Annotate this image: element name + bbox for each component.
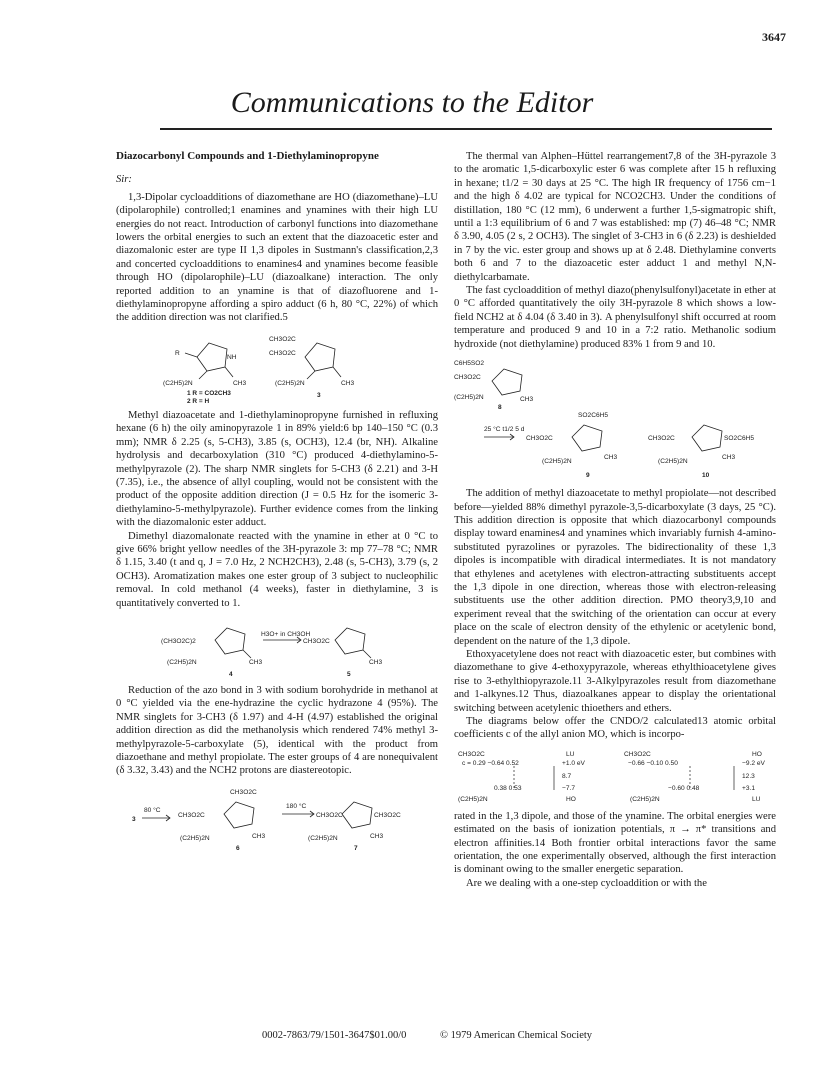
scheme-3-structures [132, 784, 422, 852]
label-net2: (C2H5)2N [458, 795, 488, 803]
label-co2ch3-b: CH3O2C [269, 349, 296, 357]
label-diester: (CH3O2C)2 [161, 637, 196, 645]
journal-section-title: Communications to the Editor [230, 86, 594, 119]
energy-3: −7.7 [562, 784, 576, 792]
compound-3-number: 3 [132, 815, 136, 823]
label-co2ch3-n: CH3O2C [230, 788, 257, 796]
label-ho: HO [752, 750, 762, 758]
label-nco2ch3: CH3O2C [374, 811, 401, 819]
label-net2: (C2H5)2N [630, 795, 660, 803]
label-co2ch3: CH3O2C [454, 374, 481, 382]
left-column [116, 150, 438, 858]
compound-9-number: 9 [586, 472, 590, 480]
paragraph: Dimethyl diazomalonate reacted with the ynamine in ether at 0 °C to give 66% bright yellow needles of the 3H-pyrazole 3: mp 77–78 °C; NMR δ 1.15, 3.40 (t and q, J = 7.0 Hz, 2 NCH2CH3), 2.48 (s, 5-CH3), 3.79 (s, 2 OCH3). Aromatization makes one ester group of 3 subject to nucleophilic removal. In cold methanol (4 weeks), faster in diethylamine, 3 is quantitatively converted to 1. [116, 530, 438, 609]
article-code: 0002-7863/79/1501-3647$01.00/0 [262, 1030, 407, 1041]
label-net2: (C2H5)2N [658, 458, 688, 466]
label-co2ch3: CH3O2C [178, 811, 205, 819]
scheme-4-structures [454, 357, 776, 481]
label-phso2: C6H5SO2 [454, 360, 485, 368]
label-ch3: CH3 [520, 396, 534, 404]
label-co2ch3: CH3O2C [316, 811, 343, 819]
label-co2-n-n: CH3O2C [458, 750, 485, 758]
scheme-1-structures [157, 331, 397, 403]
energy-r3: +3.1 [742, 784, 756, 792]
compound-7-number: 7 [354, 844, 358, 852]
arrow-temp-2: 180 °C [286, 802, 307, 810]
label-ch3: CH3 [249, 658, 263, 666]
compound-5-number: 5 [347, 670, 351, 678]
arrow-temp-1: 80 °C [144, 806, 161, 814]
salutation: Sir: [116, 174, 132, 186]
paragraph: The addition of methyl diazoacetate to methyl propiolate—not described before—yielded 88% dimethyl pyrazole-3,5-dicarboxylate (3 days, 25 °C). This addition direction is opposite that which diazocarbonyl compounds display toward enamines4 and ynamines which invariably furnish 4-amino-substituted pyrazolines or pyrazoles. The bidirectionality of these 1,3 dipoles is incompatible with diradical intermediates. It is not mandatory that ethylenes and acetylenes with electron-attracting substituents accept the 1,3 dipole in one direction, whereas those with electron-releasing substituents use the other addition direction. PMO theory3,9,10 and experiment reveal that the switching of the orientation can occur at every place on the scale of electron density of the ethylenic or acetylenic bond, dependent on the nature of the 1,3 dipole. [454, 488, 776, 647]
energy-1: +1.0 eV [562, 759, 585, 767]
energy-r1: −9.2 eV [742, 759, 765, 767]
label-ch3: CH3 [252, 832, 266, 840]
compound-2-caption: 2 R = H [187, 397, 210, 403]
compound-1-caption: 1 R = CO2CH3 [187, 389, 231, 397]
coeff-row-r2: −0.60 0.48 [668, 784, 700, 792]
paragraph: The fast cycloaddition of methyl diazo(phenylsulfonyl)acetate in ether at 0 °C afforded quantitatively the oily 3H-pyrazole 8 which shows a low-field NCH2 at δ 4.04 (δ 3.40 in 3). A phenylsulfonyl shift occurred at room temperature and produced 9 and 10 in a 7:2 ratio. Methanolic sodium hydroxide (not diethylamine) produced 83% 1 from 9 and 10. [454, 285, 776, 350]
label-nh: NH [227, 353, 237, 361]
paragraph: Methyl diazoacetate and 1-diethylaminopropyne furnished in refluxing hexane (6 h) the oily aminopyrazole 1 in 89% yield:6 bp 140–150 °C (0.3 mm); NMR δ 2.25 (s, 5-CH3), 3.85 (s, OCH3), 12.4 (br, NH). Alkaline hydrolysis and decarboxylation (310 °C) produced 4-diethylamino-5-methylpyrazole (2). The sharp NMR singlets for 5-CH3 (δ 2.21) and 3-H (7.35), i.e., the absence of allyl coupling, would not be consistent with the product of the opposite addition direction (J = 0.5 Hz for the isomeric 3-diethylamino-5-methylpyrazole). Further evidence comes from the linking with the diazomalonic ester adduct. [116, 409, 438, 529]
label-net2: (C2H5)2N [180, 834, 210, 842]
label-lu: LU [566, 750, 575, 758]
header-rule [160, 128, 772, 130]
label-co2ch3: CH3O2C [526, 435, 553, 443]
arrow-condition: 25 °C t1/2 5 d [484, 426, 525, 434]
page-number: 3647 [762, 30, 786, 44]
compound-4-number: 4 [229, 670, 233, 678]
label-net2: (C2H5)2N [308, 834, 338, 842]
label-net2: (C2H5)2N [167, 658, 197, 666]
label-co2ch3-a: CH3O2C [269, 335, 296, 343]
compound-6-number: 6 [236, 844, 240, 852]
paragraph: Reduction of the azo bond in 3 with sodium borohydride in methanol at 0 °C yielded via the ene-hydrazine the cyclic hydrazone 4 (95%). The NMR singlets for 3-CH3 (δ 1.97) and 4-H (4.97) established the original addition direction as did the methanolysis which rendered 74% methyl 3-methylpyrazole-5-carboxylate (5), identical with the product from diazoethane and methyl propiolate. The ester groups of 4 are nonequivalent (δ 3.32, 3.43) and the NCH2 protons are diastereotopic. [116, 684, 438, 777]
label-nso2ph: SO2C6H5 [724, 435, 755, 443]
energy-2: 8.7 [562, 772, 572, 780]
label-ch3: CH3 [604, 454, 618, 462]
copyright: © 1979 American Chemical Society [440, 1030, 593, 1041]
label-ch3: CH3 [341, 379, 355, 387]
arrow-condition: H3O+ in CH3OH [261, 630, 311, 638]
label-lu: LU [752, 795, 761, 803]
label-net2: (C2H5)2N [275, 379, 305, 387]
coeff-row-r1: −0.66 −0.10 0.50 [628, 759, 678, 767]
label-ho: HO [566, 795, 576, 803]
paragraph: Are we dealing with a one-step cycloaddition or with the [466, 877, 707, 889]
paragraph: rated in the 1,3 dipole, and those of the ynamine. The orbital energies were estimated on the basis of ionization potentials, π → π* transitions and electron affinities.14 Both frontier orbital interactions favor the same orientation, the one experimentally observed, although the first interaction is dominant owing to the smaller energetic separation. [454, 810, 776, 876]
label-r: R [175, 349, 180, 357]
coeff-row-2: 0.38 0.53 [494, 784, 522, 792]
coeff-row-1: c = 0.29 −0.64 0.52 [462, 759, 519, 767]
article-title: Diazocarbonyl Compounds and 1-Diethylaminopropyne [116, 150, 379, 162]
label-net2: (C2H5)2N [542, 458, 572, 466]
label-co2ch3: CH3O2C [648, 435, 675, 443]
scheme-5-orbital-diagram [454, 748, 776, 804]
label-ch3: CH3 [722, 454, 736, 462]
compound-3-number: 3 [317, 391, 321, 399]
paragraph: 1,3-Dipolar cycloadditions of diazomethane are HO (diazomethane)–LU (dipolarophile) controlled;1 enamines and ynamines with their high LU energies do not react. Introduction of carbonyl functions into diazomethane lowers the orbital energies to such an extent that the diazoacetic ester and diazomalonic ester are type II 1,3 dipoles in Sustmann's classification,2,3 and concerted cycloadditions to enamines4 and ynamines become feasible through HO (dipolarophile)–LU (diazoalkane) interaction. The only reported addition to an ynamine is that of diazofluorene and 1-diethylaminopropyne affording a spiro adduct (6 h, 80 °C, 22%) of which the addition direction was not clarified.5 [116, 191, 438, 324]
paragraph: Ethoxyacetylene does not react with diazoacetic ester, but combines with diazomethane to give 4-ethoxypyrazole, whereas ethylthioacetylene gives rise to 3-ethylthiopyrazole.11 3-Alkylpyrazoles result from diazomethane and 1-alkynes.12 Thus, diazoalkanes appear to display the orientational switching between acetylenic thioethers and ethers. [454, 648, 776, 714]
label-co2-n-n: CH3O2C [624, 750, 651, 758]
label-so2ph: SO2C6H5 [578, 412, 609, 420]
paragraph: The diagrams below offer the CNDO/2 calculated13 atomic orbital coefficients c of the allyl anion MO, which is incorpo- [454, 716, 776, 741]
compound-10-number: 10 [702, 472, 710, 480]
compound-8-number: 8 [498, 404, 502, 412]
label-ch3: CH3 [369, 658, 383, 666]
right-column [454, 150, 776, 890]
label-ch3: CH3 [233, 379, 247, 387]
scheme-2-structures [157, 616, 397, 678]
energy-r2: 12.3 [742, 772, 755, 780]
label-co2ch3: CH3O2C [303, 637, 330, 645]
paragraph: The thermal van Alphen–Hüttel rearrangement7,8 of the 3H-pyrazole 3 to the aromatic 1,5-dicarboxylic ester 6 was complete after 15 h refluxing in hexane; t1/2 = 30 days at 25 °C. The high IR frequency of 1756 cm−1 and the high δ 4.02 are typical for NCO2CH3. Under the conditions of distillation, 180 °C (12 mm), 6 underwent a further 1,5-sigmatropic shift, until a 1:3 equilibrium of 6 and 7 was established: mp (7) 46–48 °C; NMR δ 3.90, 4.05 (2 s, 2 OCH3). The singlet of 3-CH3 in 6 (δ 2.23) is deshielded in 7 by the vic. ester group and shows up at δ 2.48. Diethylamine converts both 6 and 7 to the diazoacetic ester adduct 1 and methyl N,N-diethylcarbamate. [454, 151, 776, 283]
label-net2: (C2H5)2N [454, 394, 484, 402]
label-ch3: CH3 [370, 832, 384, 840]
label-net2: (C2H5)2N [163, 379, 193, 387]
